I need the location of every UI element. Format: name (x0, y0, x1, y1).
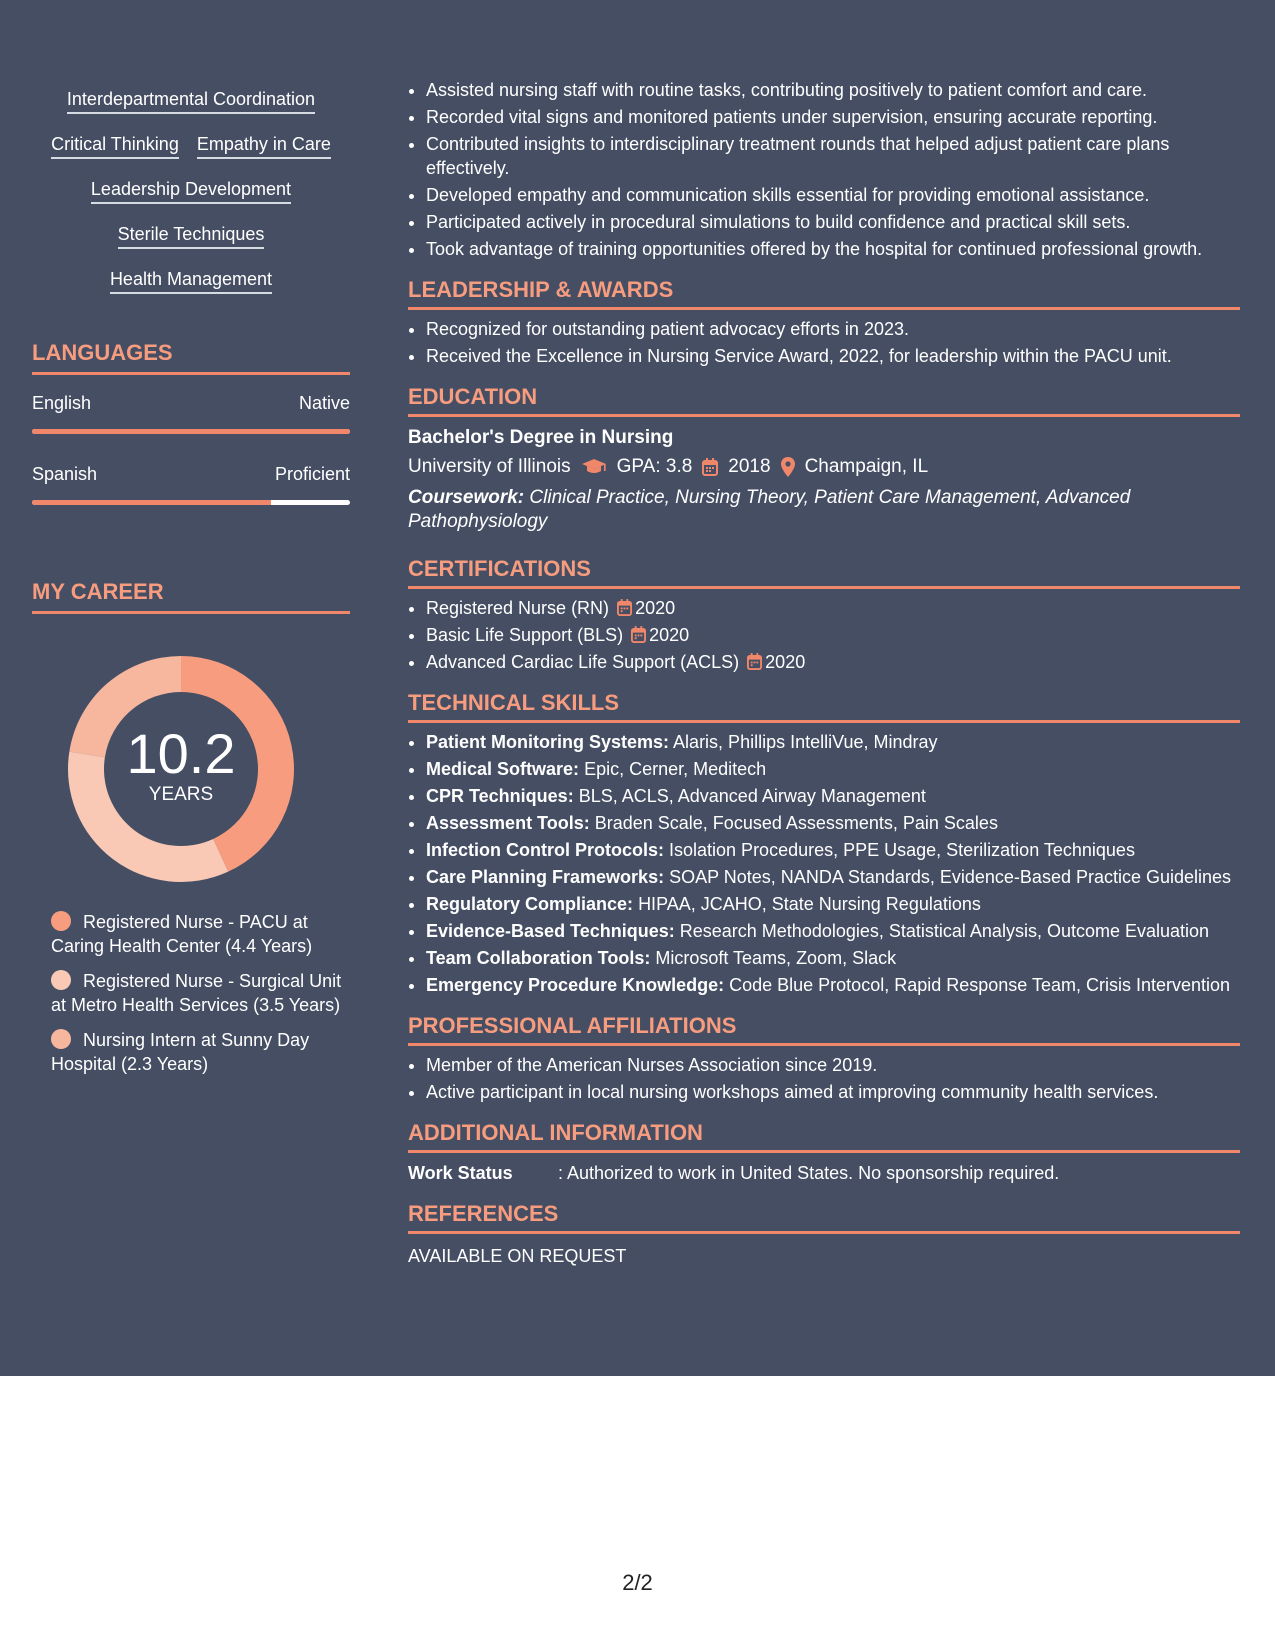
coursework-label: Coursework: (408, 487, 525, 508)
calendar-icon (631, 626, 646, 643)
education-gpa: GPA: 3.8 (616, 456, 693, 477)
list-item: • Member of the American Nurses Association since 2019. (426, 1053, 1240, 1077)
list-item (426, 623, 1240, 647)
leadership-list (408, 317, 1240, 368)
skill-tag: Sterile Techniques (118, 221, 265, 249)
cert-name: Registered Nurse (RN) (426, 598, 610, 618)
list-item (426, 730, 1240, 754)
references-section (408, 1199, 1240, 1268)
technical-skills-list (408, 730, 1240, 997)
affiliations-list (408, 1053, 1240, 1104)
calendar-icon (617, 599, 632, 616)
cert-name: Basic Life Support (BLS) (426, 625, 624, 645)
legend-dot-icon (51, 970, 71, 990)
education-section (408, 382, 1240, 534)
skill-value: BLS, ACLS, Advanced Airway Management (578, 786, 926, 806)
section-title: CERTIFICATIONS (408, 554, 1240, 589)
list-item (426, 650, 1240, 674)
career-legend-label: Registered Nurse - Surgical Unit at Metro Health Services (3.5 Years) (51, 971, 342, 1015)
skill-label: Care Planning Frameworks: (426, 867, 665, 887)
certifications-section (408, 554, 1240, 674)
skill-value: Epic, Cerner, Meditech (584, 759, 767, 779)
career-legend-label: Nursing Intern at Sunny Day Hospital (2.3 Years) (51, 1030, 310, 1074)
career-legend-label: Registered Nurse - PACU at Caring Health Center (4.4 Years) (51, 912, 313, 956)
calendar-icon (747, 653, 762, 670)
list-item: • Took advantage of training opportunities offered by the hospital for continued professional growth. (426, 237, 1240, 261)
section-title: TECHNICAL SKILLS (408, 688, 1240, 723)
skill-value: Isolation Procedures, PPE Usage, Sterilization Techniques (669, 840, 1135, 860)
list-item (426, 892, 1240, 916)
languages-title: LANGUAGES (32, 338, 350, 375)
list-item: • Developed empathy and communication skills essential for providing emotional assistance. (426, 183, 1240, 207)
work-status-value: : Authorized to work in United States. No sponsorship required. (558, 1163, 1060, 1183)
language-item (32, 462, 350, 505)
cert-name: Advanced Cardiac Life Support (ACLS) (426, 652, 740, 672)
list-item: • Recorded vital signs and monitored patients under supervision, ensuring accurate reporting. (426, 105, 1240, 129)
legend-dot-icon (51, 1029, 71, 1049)
career-legend-item (51, 910, 350, 958)
career-title: MY CAREER (32, 577, 350, 614)
calendar-icon (702, 458, 718, 476)
skill-label: Assessment Tools: (426, 813, 590, 833)
skill-label: Evidence-Based Techniques: (426, 921, 675, 941)
section-title: REFERENCES (408, 1199, 1240, 1234)
experience-bullets (408, 78, 1240, 261)
skill-label: Regulatory Compliance: (426, 894, 634, 914)
skill-tag: Critical Thinking (51, 131, 179, 159)
skill-value: HIPAA, JCAHO, State Nursing Regulations (638, 894, 981, 914)
section-title: LEADERSHIP & AWARDS (408, 275, 1240, 310)
education-details (408, 454, 1240, 480)
list-item (426, 946, 1240, 970)
skill-tag: Empathy in Care (197, 131, 331, 159)
education-school: University of Illinois (408, 456, 571, 477)
list-item (426, 919, 1240, 943)
skill-value: Code Blue Protocol, Rapid Response Team, Crisis Intervention (729, 975, 1231, 995)
section-title: ADDITIONAL INFORMATION (408, 1118, 1240, 1153)
language-bar (32, 429, 350, 434)
education-degree: Bachelor's Degree in Nursing (408, 427, 674, 448)
career-total-years: 10.2 (126, 722, 236, 785)
list-item (426, 784, 1240, 808)
skill-label: Medical Software: (426, 759, 580, 779)
affiliations-section (408, 1011, 1240, 1104)
section-title: EDUCATION (408, 382, 1240, 417)
skill-label: Patient Monitoring Systems: (426, 732, 670, 752)
list-item (426, 838, 1240, 862)
career-legend-item (51, 969, 350, 1017)
main-content (408, 78, 1240, 1268)
skill-tag: Health Management (110, 266, 272, 294)
cert-year: 2020 (765, 652, 806, 672)
language-level: Native (298, 393, 350, 413)
page-number: 2/2 (622, 1570, 653, 1595)
language-bar-fill (32, 429, 350, 434)
education-coursework (408, 486, 1240, 534)
list-item (426, 596, 1240, 620)
cert-year: 2020 (649, 625, 690, 645)
language-item (32, 391, 350, 434)
skill-tag: Leadership Development (91, 176, 291, 204)
sidebar (32, 80, 350, 1087)
list-item: • Recognized for outstanding patient advocacy efforts in 2023. (426, 317, 1240, 341)
language-name: Spanish (32, 464, 98, 484)
language-name: English (32, 393, 92, 413)
leadership-section (408, 275, 1240, 368)
career-donut-chart (66, 654, 296, 884)
list-item: • Contributed insights to interdisciplinary treatment rounds that helped adjust patient care plans effectively. (426, 132, 1240, 180)
skill-label: Team Collaboration Tools: (426, 948, 651, 968)
technical-skills-section (408, 688, 1240, 997)
career-section (32, 577, 350, 1076)
legend-dot-icon (51, 911, 71, 931)
language-level: Proficient (274, 464, 350, 484)
skill-value: Alaris, Phillips IntelliVue, Mindray (673, 732, 938, 752)
list-item (426, 865, 1240, 889)
graduation-cap-icon (581, 458, 607, 476)
section-title: PROFESSIONAL AFFILIATIONS (408, 1011, 1240, 1046)
map-pin-icon (781, 457, 795, 477)
education-location: Champaign, IL (804, 456, 929, 477)
list-item (426, 973, 1240, 997)
list-item: • Participated actively in procedural simulations to build confidence and practical skill sets. (426, 210, 1240, 234)
skill-value: Research Methodologies, Statistical Analysis, Outcome Evaluation (679, 921, 1210, 941)
certifications-list (408, 596, 1240, 674)
list-item: • Active participant in local nursing workshops aimed at improving community health services. (426, 1080, 1240, 1104)
list-item (426, 757, 1240, 781)
career-legend-item (51, 1028, 350, 1076)
coursework-text: Clinical Practice, Nursing Theory, Patient Care Management, Advanced Pathophysiology (408, 487, 1131, 532)
career-legend (32, 910, 350, 1076)
references-text: AVAILABLE ON REQUEST (408, 1246, 627, 1266)
skill-label: CPR Techniques: (426, 786, 574, 806)
language-bar (32, 500, 350, 505)
languages-section (32, 338, 350, 505)
work-status-label: Work Status (408, 1163, 513, 1183)
skill-value: Braden Scale, Focused Assessments, Pain Scales (594, 813, 998, 833)
skill-value: SOAP Notes, NANDA Standards, Evidence-Based Practice Guidelines (669, 867, 1232, 887)
skill-value: Microsoft Teams, Zoom, Slack (655, 948, 897, 968)
skill-tag: Interdepartmental Coordination (67, 86, 315, 114)
career-total-unit: YEARS (148, 784, 214, 805)
list-item: • Received the Excellence in Nursing Service Award, 2022, for leadership within the PACU unit. (426, 344, 1240, 368)
list-item (426, 811, 1240, 835)
skill-label: Emergency Procedure Knowledge: (426, 975, 725, 995)
education-year: 2018 (728, 456, 771, 477)
skills-tags (32, 80, 350, 294)
list-item: • Assisted nursing staff with routine tasks, contributing positively to patient comfort and care. (426, 78, 1240, 102)
language-bar-fill (32, 500, 271, 505)
cert-year: 2020 (635, 598, 676, 618)
skill-label: Infection Control Protocols: (426, 840, 664, 860)
additional-information-section (408, 1118, 1240, 1185)
